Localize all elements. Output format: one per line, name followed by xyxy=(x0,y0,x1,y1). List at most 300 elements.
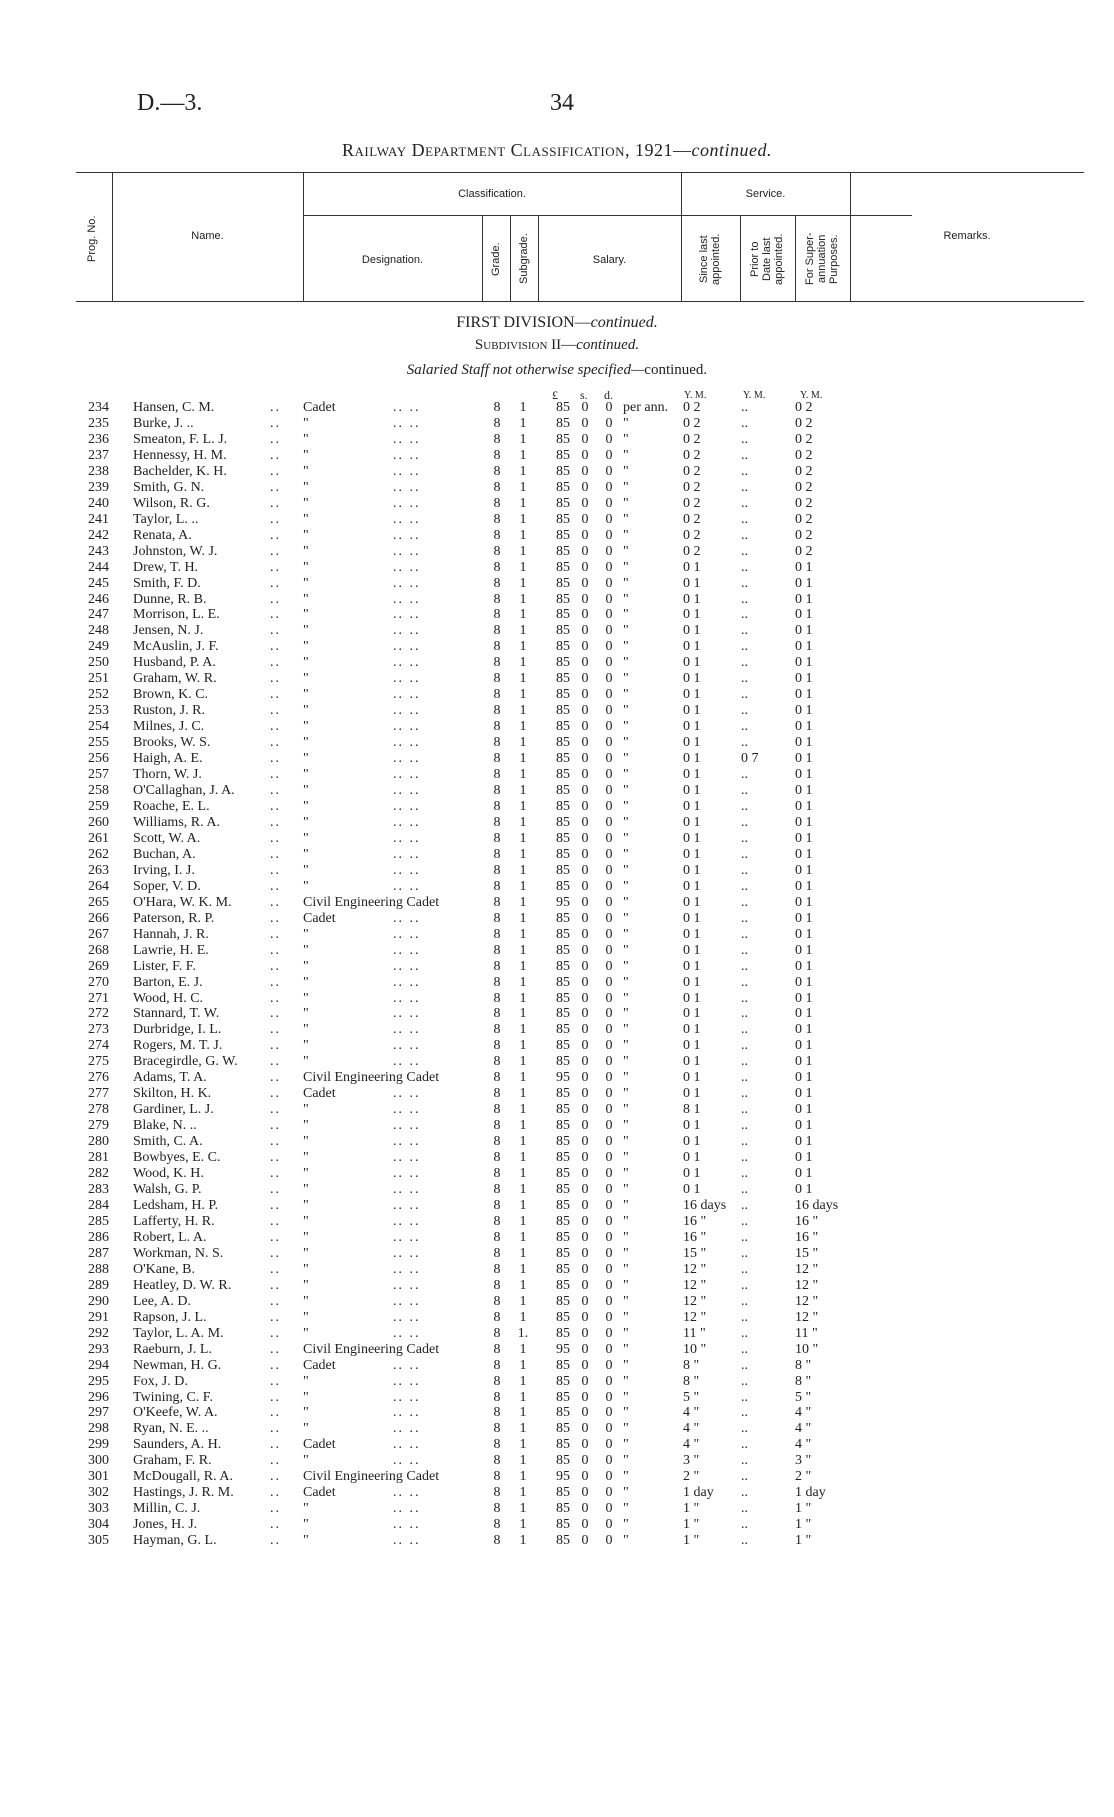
col-rule-3 xyxy=(482,215,483,302)
prior-to-cell: .. xyxy=(741,1182,748,1198)
per-annum-cell: " xyxy=(623,1182,629,1198)
subgrade-cell: 1 xyxy=(519,799,527,814)
salary-pence-cell: 0 xyxy=(605,1293,613,1309)
salary-shillings-cell: 0 xyxy=(581,527,589,543)
since-last-cell: 0 1 xyxy=(683,942,701,958)
per-annum-cell: " xyxy=(623,687,629,703)
designation-cell: " xyxy=(303,1022,309,1038)
name-cell: Smith, C. A. xyxy=(133,1134,203,1150)
leader-dots: .. xyxy=(270,814,281,830)
salary-pence-cell: 0 xyxy=(605,1517,613,1533)
superannuation-cell: 0 1 xyxy=(795,814,813,830)
salary-pounds-cell: 85 xyxy=(556,1485,570,1501)
name-cell: Newman, H. G. xyxy=(133,1357,222,1373)
prior-to-cell: .. xyxy=(741,479,748,495)
salary-pounds-cell: 85 xyxy=(556,1373,570,1389)
leader-dots: .. .. xyxy=(393,1166,421,1182)
leader-dots: .. .. xyxy=(393,400,421,415)
name-cell: Heatley, D. W. R. xyxy=(133,1277,232,1293)
salary-pounds-cell: 85 xyxy=(556,926,570,942)
leader-dots: .. xyxy=(270,958,281,974)
salary-shillings-cell: 0 xyxy=(581,1309,589,1325)
superannuation-cell: 0 1 xyxy=(795,1070,813,1086)
since-last-cell: 8 " xyxy=(683,1357,700,1373)
table-row xyxy=(0,544,1114,560)
subgrade-cell: 1 xyxy=(519,575,527,591)
salary-pounds-cell: 85 xyxy=(556,400,570,415)
prior-to-cell: .. xyxy=(741,1213,748,1229)
table-row xyxy=(0,687,1114,703)
name-cell: Taylor, L. .. xyxy=(133,511,199,527)
division-text: FIRST DIVISION— xyxy=(456,314,591,331)
name-cell: Robert, L. A. xyxy=(133,1229,207,1245)
subgrade-cell: 1 xyxy=(519,495,527,511)
salary-shillings-cell: 0 xyxy=(581,1261,589,1277)
per-annum-cell: " xyxy=(623,830,629,846)
name-cell: Workman, N. S. xyxy=(133,1245,224,1261)
designation-cell: " xyxy=(303,1277,309,1293)
leader-dots: .. xyxy=(270,783,281,799)
superannuation-cell: 0 1 xyxy=(795,783,813,799)
salary-shillings-cell: 0 xyxy=(581,1006,589,1022)
per-annum-cell: " xyxy=(623,719,629,735)
leader-dots: .. xyxy=(270,447,281,463)
table-row xyxy=(0,1342,1114,1358)
salary-shillings-cell: 0 xyxy=(581,1373,589,1389)
prior-to-cell: .. xyxy=(741,623,748,639)
salary-shillings-cell: 0 xyxy=(581,1102,589,1118)
superannuation-cell: 0 1 xyxy=(795,1054,813,1070)
prior-to-cell: .. xyxy=(741,1293,748,1309)
salary-pounds-cell: 85 xyxy=(556,719,570,735)
salary-pounds-cell: 85 xyxy=(556,878,570,894)
subgrade-cell: 1 xyxy=(519,1533,527,1549)
superannuation-cell: 0 2 xyxy=(795,543,813,559)
table-row xyxy=(0,639,1114,655)
table-row xyxy=(0,1421,1114,1437)
per-annum-cell: " xyxy=(623,1293,629,1309)
salary-shillings-cell: 0 xyxy=(581,1086,589,1102)
superannuation-cell: 0 1 xyxy=(795,719,813,735)
designation-cell: " xyxy=(303,1325,309,1341)
header-salary: Salary. xyxy=(592,254,627,266)
name-cell: O'Kane, B. xyxy=(133,1261,196,1277)
subgrade-cell: 1 xyxy=(519,687,527,703)
subgrade-cell: 1 xyxy=(519,990,527,1006)
leader-dots: .. xyxy=(270,1373,281,1389)
salary-shillings-cell: 0 xyxy=(581,495,589,511)
grade-cell: 8 xyxy=(493,1054,501,1070)
salary-pounds-cell: 85 xyxy=(556,559,570,575)
leader-dots: .. .. xyxy=(393,1389,421,1405)
prog-no-cell: 286 xyxy=(88,1229,109,1245)
superannuation-cell: 0 1 xyxy=(795,942,813,958)
subgrade-cell: 1 xyxy=(519,1293,527,1309)
name-cell: McAuslin, J. F. xyxy=(133,639,219,655)
grade-cell: 8 xyxy=(493,527,501,543)
leader-dots: .. .. xyxy=(393,1309,421,1325)
salary-shillings-cell: 0 xyxy=(581,1293,589,1309)
subgrade-cell: 1 xyxy=(519,623,527,639)
designation-cell: Civil Engineering Cadet xyxy=(303,1469,440,1485)
leader-dots: .. .. xyxy=(393,1038,421,1054)
per-annum-cell: " xyxy=(623,1357,629,1373)
per-annum-cell: " xyxy=(623,1341,629,1357)
salary-pounds-cell: 85 xyxy=(556,1102,570,1118)
superannuation-cell: 2 " xyxy=(795,1469,812,1485)
leader-dots: .. .. xyxy=(393,1453,421,1469)
leader-dots: .. xyxy=(270,639,281,655)
salary-pounds-cell: 85 xyxy=(556,1261,570,1277)
prior-to-cell: .. xyxy=(741,1054,748,1070)
salary-pence-cell: 0 xyxy=(605,479,613,495)
prior-to-cell: .. xyxy=(741,1166,748,1182)
prog-no-cell: 253 xyxy=(88,703,109,719)
superannuation-cell: 8 " xyxy=(795,1357,812,1373)
per-annum-cell: " xyxy=(623,1086,629,1102)
table-row xyxy=(0,879,1114,895)
per-annum-cell: " xyxy=(623,1038,629,1054)
per-annum-cell: " xyxy=(623,1325,629,1341)
salary-pence-cell: 0 xyxy=(605,974,613,990)
salary-pounds-cell: 85 xyxy=(556,1501,570,1517)
superannuation-cell: 16 days xyxy=(795,1198,839,1213)
leader-dots: .. .. xyxy=(393,974,421,990)
leader-dots: .. xyxy=(270,463,281,479)
table-row xyxy=(0,1246,1114,1262)
salary-pounds-cell: 85 xyxy=(556,1437,570,1453)
salary-pounds-cell: 85 xyxy=(556,910,570,926)
designation-cell: " xyxy=(303,703,309,719)
name-cell: Buchan, A. xyxy=(133,846,196,862)
prior-to-cell: .. xyxy=(741,1453,748,1469)
leader-dots: .. .. xyxy=(393,687,421,703)
leader-dots: .. .. xyxy=(393,846,421,862)
since-last-cell: 0 1 xyxy=(683,607,701,623)
subgrade-cell: 1 xyxy=(519,958,527,974)
prior-to-cell: .. xyxy=(741,447,748,463)
col-rule-7 xyxy=(740,215,741,302)
per-annum-cell: " xyxy=(623,671,629,687)
name-cell: McDougall, R. A. xyxy=(133,1469,233,1485)
name-cell: Johnston, W. J. xyxy=(133,543,218,559)
salary-pounds-cell: 85 xyxy=(556,607,570,623)
salary-pence-cell: 0 xyxy=(605,1309,613,1325)
since-last-cell: 0 1 xyxy=(683,1166,701,1182)
salary-shillings-cell: 0 xyxy=(581,1453,589,1469)
prior-to-cell: .. xyxy=(741,591,748,607)
leader-dots: .. .. xyxy=(393,431,421,447)
since-last-cell: 1 " xyxy=(683,1517,700,1533)
superannuation-cell: 12 " xyxy=(795,1277,819,1293)
name-cell: Hannah, J. R. xyxy=(133,926,209,942)
leader-dots: .. .. xyxy=(393,655,421,671)
name-cell: Burke, J. .. xyxy=(133,415,194,431)
subgrade-cell: 1 xyxy=(519,783,527,799)
name-cell: Smith, F. D. xyxy=(133,575,201,591)
salary-pence-cell: 0 xyxy=(605,1485,613,1501)
leader-dots: .. xyxy=(270,862,281,878)
grade-cell: 8 xyxy=(493,1469,501,1485)
prog-no-cell: 276 xyxy=(88,1070,109,1086)
grade-cell: 8 xyxy=(493,607,501,623)
table-row xyxy=(0,783,1114,799)
prog-no-cell: 250 xyxy=(88,655,109,671)
grade-cell: 8 xyxy=(493,1357,501,1373)
prog-no-cell: 283 xyxy=(88,1182,109,1198)
salary-shillings-cell: 0 xyxy=(581,1437,589,1453)
table-header xyxy=(76,172,1084,302)
prior-to-cell: .. xyxy=(741,1437,748,1453)
name-cell: Thorn, W. J. xyxy=(133,767,202,783)
leader-dots: .. .. xyxy=(393,719,421,735)
since-last-cell: 11 " xyxy=(683,1325,706,1341)
designation-cell: " xyxy=(303,751,309,767)
per-annum-cell: " xyxy=(623,1309,629,1325)
grade-cell: 8 xyxy=(493,1134,501,1150)
since-last-cell: 0 1 xyxy=(683,799,701,814)
table-row xyxy=(0,1230,1114,1246)
table-row xyxy=(0,1310,1114,1326)
grade-cell: 8 xyxy=(493,1293,501,1309)
subgrade-cell: 1 xyxy=(519,1245,527,1261)
prior-to-cell: .. xyxy=(741,1245,748,1261)
per-annum-cell: " xyxy=(623,1405,629,1421)
leader-dots: .. xyxy=(270,1341,281,1357)
superannuation-cell: 0 2 xyxy=(795,495,813,511)
grade-cell: 8 xyxy=(493,783,501,799)
salary-pence-cell: 0 xyxy=(605,1469,613,1485)
since-last-cell: 0 1 xyxy=(683,910,701,926)
prog-no-cell: 279 xyxy=(88,1118,109,1134)
since-last-cell: 12 " xyxy=(683,1309,707,1325)
per-annum-cell: " xyxy=(623,559,629,575)
salary-shillings-cell: 0 xyxy=(581,894,589,910)
table-row xyxy=(0,1517,1114,1533)
designation-cell: " xyxy=(303,527,309,543)
designation-cell: " xyxy=(303,942,309,958)
leader-dots: .. xyxy=(270,1293,281,1309)
subdivision-continued: continued. xyxy=(576,337,640,353)
salary-pounds-cell: 85 xyxy=(556,591,570,607)
name-cell: O'Hara, W. K. M. xyxy=(133,894,232,910)
since-last-cell: 0 1 xyxy=(683,591,701,607)
grade-cell: 8 xyxy=(493,703,501,719)
grade-cell: 8 xyxy=(493,894,501,910)
since-last-cell: 0 1 xyxy=(683,926,701,942)
salary-shillings-cell: 0 xyxy=(581,463,589,479)
grade-cell: 8 xyxy=(493,1421,501,1437)
table-row xyxy=(0,799,1114,815)
designation-cell: " xyxy=(303,1389,309,1405)
table-row xyxy=(0,1485,1114,1501)
subgrade-cell: 1 xyxy=(519,862,527,878)
subgrade-cell: 1 xyxy=(519,1054,527,1070)
leader-dots: .. .. xyxy=(393,1229,421,1245)
staff-text: Salaried Staff not otherwise specified— xyxy=(406,362,645,378)
salary-pence-cell: 0 xyxy=(605,1150,613,1166)
superannuation-cell: 11 " xyxy=(795,1325,818,1341)
since-last-cell: 0 1 xyxy=(683,1182,701,1198)
table-row xyxy=(0,735,1114,751)
grade-cell: 8 xyxy=(493,942,501,958)
header-classification: Classification. xyxy=(458,188,526,200)
subgrade-cell: 1 xyxy=(519,1341,527,1357)
prog-no-cell: 289 xyxy=(88,1277,109,1293)
since-last-cell: 4 " xyxy=(683,1421,700,1437)
leader-dots: .. .. xyxy=(393,463,421,479)
since-last-cell: 0 1 xyxy=(683,1054,701,1070)
per-annum-cell: " xyxy=(623,1533,629,1549)
salary-pence-cell: 0 xyxy=(605,1102,613,1118)
salary-pounds-cell: 85 xyxy=(556,783,570,799)
table-row xyxy=(0,1374,1114,1390)
salary-pounds-cell: 85 xyxy=(556,1038,570,1054)
salary-pence-cell: 0 xyxy=(605,1006,613,1022)
prior-to-cell: .. xyxy=(741,990,748,1006)
per-annum-cell: " xyxy=(623,527,629,543)
superannuation-cell: 0 1 xyxy=(795,910,813,926)
subgrade-cell: 1 xyxy=(519,846,527,862)
leader-dots: .. xyxy=(270,894,281,910)
superannuation-cell: 5 " xyxy=(795,1389,812,1405)
leader-dots: .. xyxy=(270,942,281,958)
grade-cell: 8 xyxy=(493,1070,501,1086)
salary-shillings-cell: 0 xyxy=(581,719,589,735)
since-last-cell: 0 1 xyxy=(683,671,701,687)
subgrade-cell: 1 xyxy=(519,1485,527,1501)
prior-to-cell: .. xyxy=(741,527,748,543)
page-number: 34 xyxy=(550,90,574,116)
designation-cell: " xyxy=(303,1373,309,1389)
salary-shillings-cell: 0 xyxy=(581,1054,589,1070)
superannuation-cell: 0 1 xyxy=(795,575,813,591)
since-last-cell: 0 1 xyxy=(683,814,701,830)
salary-shillings-cell: 0 xyxy=(581,607,589,623)
superannuation-cell: 0 2 xyxy=(795,400,813,415)
prog-no-cell: 304 xyxy=(88,1517,109,1533)
per-annum-cell: " xyxy=(623,926,629,942)
salary-shillings-cell: 0 xyxy=(581,942,589,958)
name-cell: Husband, P. A. xyxy=(133,655,216,671)
name-cell: Rapson, J. L. xyxy=(133,1309,207,1325)
subgrade-cell: 1 xyxy=(519,543,527,559)
grade-cell: 8 xyxy=(493,1373,501,1389)
prog-no-cell: 263 xyxy=(88,862,109,878)
since-last-cell: 0 2 xyxy=(683,447,701,463)
name-cell: Smeaton, F. L. J. xyxy=(133,431,228,447)
salary-pence-cell: 0 xyxy=(605,1405,613,1421)
since-last-cell: 0 2 xyxy=(683,495,701,511)
salary-pence-cell: 0 xyxy=(605,1086,613,1102)
prog-no-cell: 255 xyxy=(88,735,109,751)
table-row xyxy=(0,959,1114,975)
salary-pence-cell: 0 xyxy=(605,400,613,415)
prior-to-cell: .. xyxy=(741,767,748,783)
leader-dots: .. .. xyxy=(393,1373,421,1389)
name-cell: Soper, V. D. xyxy=(133,878,201,894)
leader-dots: .. xyxy=(270,479,281,495)
designation-cell: " xyxy=(303,814,309,830)
leader-dots: .. xyxy=(270,703,281,719)
per-annum-cell: " xyxy=(623,878,629,894)
salary-shillings-cell: 0 xyxy=(581,400,589,415)
prog-no-cell: 278 xyxy=(88,1102,109,1118)
designation-cell: " xyxy=(303,1006,309,1022)
salary-shillings-cell: 0 xyxy=(581,1485,589,1501)
leader-dots: .. xyxy=(270,415,281,431)
table-row xyxy=(0,623,1114,639)
grade-cell: 8 xyxy=(493,687,501,703)
prog-no-cell: 267 xyxy=(88,926,109,942)
since-last-cell: 2 " xyxy=(683,1469,700,1485)
salary-shillings-cell: 0 xyxy=(581,974,589,990)
table-row xyxy=(0,432,1114,448)
designation-cell: " xyxy=(303,1453,309,1469)
salary-pence-cell: 0 xyxy=(605,559,613,575)
prog-no-cell: 258 xyxy=(88,783,109,799)
since-last-cell: 16 days xyxy=(683,1198,727,1213)
grade-cell: 8 xyxy=(493,1118,501,1134)
name-cell: Graham, W. R. xyxy=(133,671,217,687)
salary-shillings-cell: 0 xyxy=(581,1341,589,1357)
leader-dots: .. xyxy=(270,910,281,926)
leader-dots: .. xyxy=(270,1134,281,1150)
prior-to-cell: .. xyxy=(741,431,748,447)
leader-dots: .. .. xyxy=(393,1325,421,1341)
superannuation-cell: 0 2 xyxy=(795,527,813,543)
per-annum-cell: " xyxy=(623,1213,629,1229)
salary-pence-cell: 0 xyxy=(605,751,613,767)
prog-no-cell: 281 xyxy=(88,1150,109,1166)
since-last-cell: 0 1 xyxy=(683,894,701,910)
since-last-cell: 4 " xyxy=(683,1437,700,1453)
prior-to-cell: .. xyxy=(741,1373,748,1389)
prog-no-cell: 275 xyxy=(88,1054,109,1070)
salary-pounds-cell: 85 xyxy=(556,415,570,431)
prior-to-cell: .. xyxy=(741,814,748,830)
table-row xyxy=(0,847,1114,863)
salary-shillings-cell: 0 xyxy=(581,671,589,687)
prior-to-cell: .. xyxy=(741,463,748,479)
per-annum-cell: " xyxy=(623,415,629,431)
salary-pence-cell: 0 xyxy=(605,1245,613,1261)
leader-dots: .. xyxy=(270,751,281,767)
since-last-cell: 0 1 xyxy=(683,862,701,878)
prior-to-cell: .. xyxy=(741,1277,748,1293)
designation-cell: " xyxy=(303,1182,309,1198)
prog-no-cell: 246 xyxy=(88,591,109,607)
leader-dots: .. xyxy=(270,735,281,751)
leader-dots: .. .. xyxy=(393,1405,421,1421)
header-subgrade: Subgrade. xyxy=(518,233,530,285)
salary-pounds-cell: 85 xyxy=(556,1453,570,1469)
salary-pence-cell: 0 xyxy=(605,1261,613,1277)
superannuation-cell: 0 1 xyxy=(795,1022,813,1038)
grade-cell: 8 xyxy=(493,1038,501,1054)
salary-pounds-cell: 85 xyxy=(556,735,570,751)
since-last-cell: 0 1 xyxy=(683,1070,701,1086)
salary-shillings-cell: 0 xyxy=(581,1229,589,1245)
table-row xyxy=(0,671,1114,687)
leader-dots: .. .. xyxy=(393,1357,421,1373)
per-annum-cell: " xyxy=(623,447,629,463)
prog-no-cell: 244 xyxy=(88,559,109,575)
prog-no-cell: 290 xyxy=(88,1293,109,1309)
subgrade-cell: 1. xyxy=(517,1325,529,1341)
leader-dots: .. .. xyxy=(393,527,421,543)
designation-cell: Civil Engineering Cadet xyxy=(303,894,440,910)
